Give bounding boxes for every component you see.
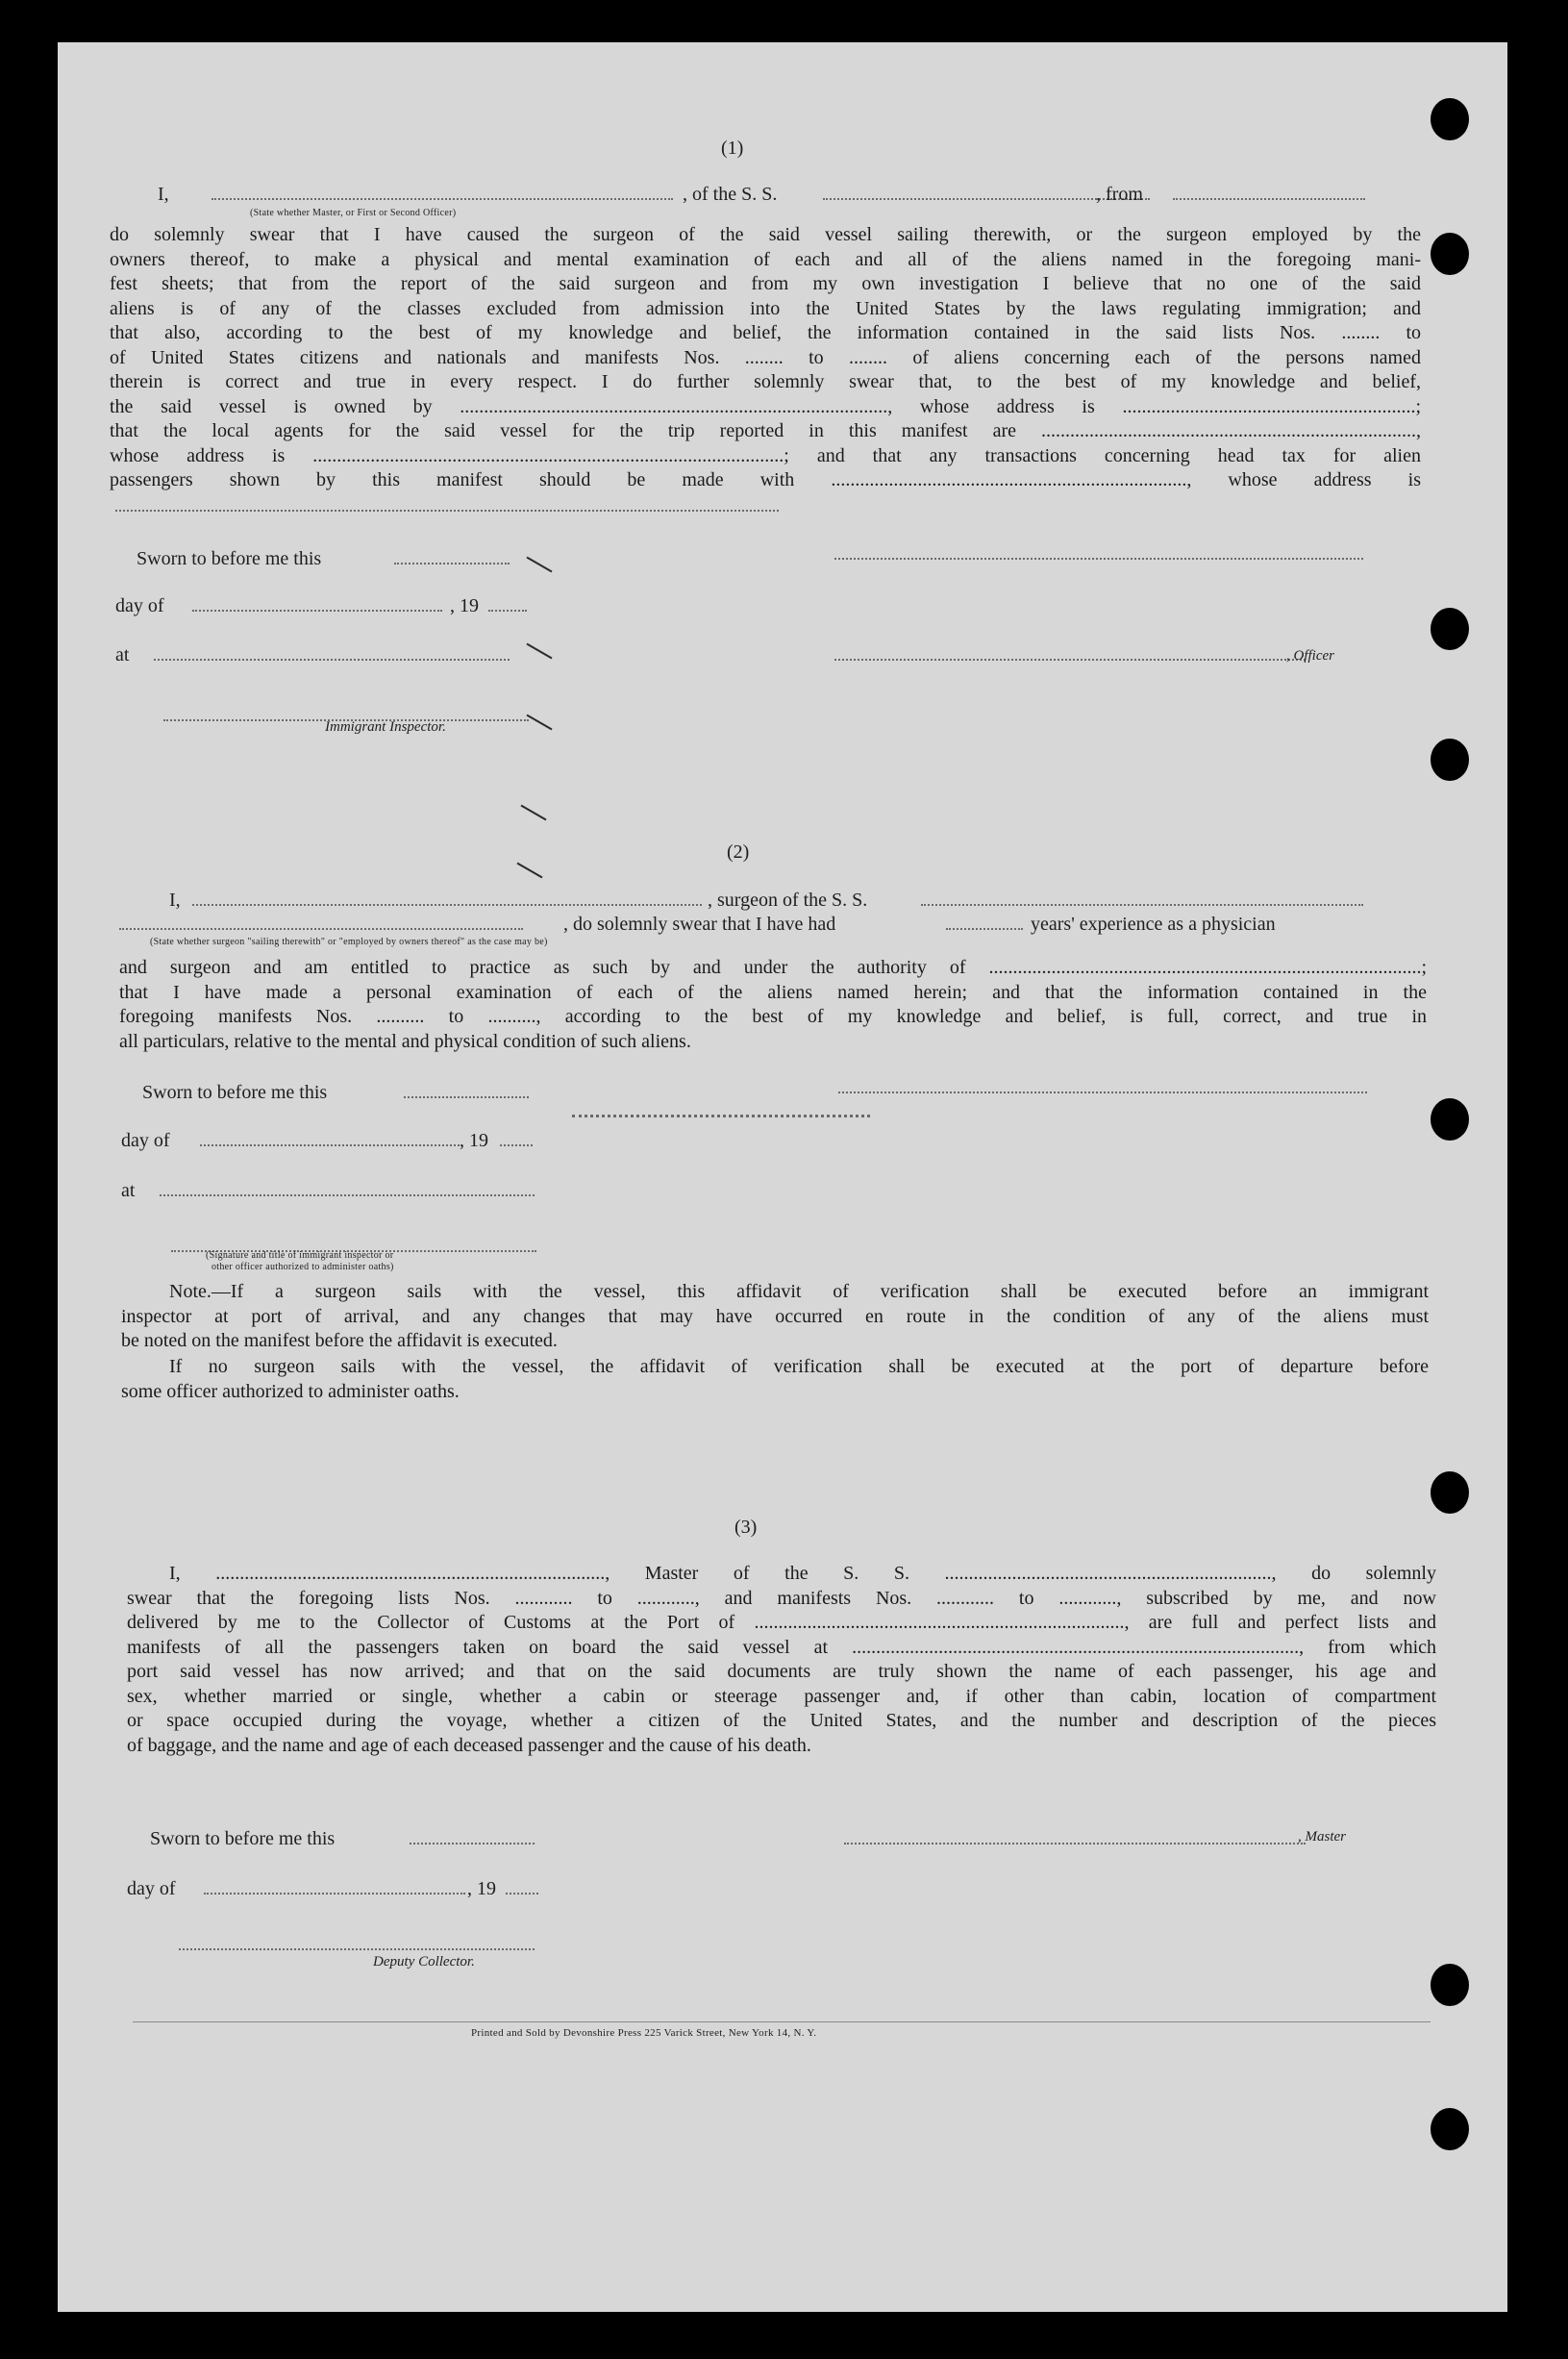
section-2-year: , 19 [460,1130,488,1151]
check-mark [517,863,543,879]
section-2-line: and surgeon and am entitled to practice as such by and under the authority of ..........................................................................................; [119,957,1427,978]
section-1-line: fest sheets; that from the report of the said surgeon and from my own investigation I believe that no one of the said [110,273,1421,294]
section-2-sworn-field[interactable] [404,1081,529,1104]
section-1-at: at [115,644,130,665]
punch-hole [1431,98,1469,140]
section-3-sworn: Sworn to before me this [150,1828,336,1849]
section-3-master-sign-field[interactable] [844,1827,1306,1850]
section-1-line: do solemnly swear that I have caused the surgeon of the said vessel sailing therewith, or the surgeon employed by the [110,224,1421,245]
section-1-sworn-field[interactable] [394,547,510,570]
section-2-line: all particulars, relative to the mental and physical condition of such aliens. [119,1030,691,1052]
section-1-line-i: I, [158,184,169,205]
section-3-year-field[interactable] [506,1877,538,1900]
section-3-line: of baggage, and the name and age of each deceased passenger and the cause of his death. [127,1734,811,1756]
footer-printer: Printed and Sold by Devonshire Press 225 Varick Street, New York 14, N. Y. [471,2027,817,2039]
section-3-paragraph [127,1562,1436,1758]
section-2-sig-hint-1: (Signature and title of immigrant inspector or [206,1250,394,1261]
section-1-signature-field[interactable] [834,542,1363,565]
section-3-line: swear that the foregoing lists Nos. ............ to ............, and manifests Nos. ............ to ............, subscribed by me, and now [127,1587,1436,1609]
section-1-day-of: day of [115,595,164,616]
section-1-line: of United States citizens and nationals and manifests Nos. ........ to ........ of aliens concerning each of the persons named [110,346,1421,368]
section-1-number: (1) [721,138,744,159]
check-mark [527,643,553,660]
section-1-line: that also, according to the best of my knowledge and belief, the information contained in the said lists Nos. ........ to [110,322,1421,343]
section-2-year-field[interactable] [500,1129,533,1152]
section-3-collector-sign-field[interactable] [179,1933,535,1956]
section-3-line: I, ................................................................................., Master of the S. S. ...................................................................., do solemnly [169,1563,1436,1584]
check-mark [521,805,547,821]
section-2-sworn: Sworn to before me this [142,1082,328,1103]
check-mark [527,715,553,731]
section-1-officer-field[interactable] [212,183,673,206]
section-3-day-field[interactable] [204,1877,465,1900]
section-2-note [121,1280,1429,1354]
section-1-sworn: Sworn to before me this [137,548,322,569]
section-3-master-label: , Master [1298,1829,1346,1845]
section-2-note-line: Note.—If a surgeon sails with the vessel, this affidavit of verification shall be executed before an immigrant [169,1281,1429,1302]
punch-hole [1431,739,1469,781]
section-2-line2-field[interactable] [119,913,523,936]
section-3-year: , 19 [467,1878,496,1899]
section-1-immigrant-inspector: Immigrant Inspector. [325,719,446,735]
section-2-line-i: I, [169,890,181,911]
check-mark [527,557,553,573]
section-3-number: (3) [734,1517,758,1538]
punch-hole [1431,608,1469,650]
section-1-at-field[interactable] [154,643,510,666]
section-1-line: passengers shown by this manifest should be made with .........................................................................., whose address is [110,469,1421,490]
section-1-line: the said vessel is owned by ........................................................................................., whose address is .............................................................; [110,395,1421,417]
section-3-line: port said vessel has now arrived; and that on the said documents are truly shown the name of each passenger, his age and [127,1661,1436,1682]
section-2-sig-hint-2: other officer authorized to administer oaths) [212,1262,394,1272]
section-2-day-of: day of [121,1130,170,1151]
section-2-note-line: inspector at port of arrival, and any changes that may have occurred en route in the condition of any of the aliens must [121,1305,1429,1327]
section-2-swear: , do solemnly swear that I have had [563,914,836,935]
punch-hole [1431,233,1469,275]
section-2-note-line: be noted on the manifest before the affidavit is executed. [121,1330,558,1351]
section-1-from-field[interactable] [1173,183,1365,206]
section-1-year: , 19 [450,595,479,616]
section-2-note2 [121,1355,1429,1404]
footer-divider [133,2021,1431,2022]
section-1-from: , from [1096,184,1143,205]
section-2-surgeon-hint: (State whether surgeon "sailing therewith" or "employed by owners thereof" as the case may be) [150,937,548,947]
section-3-line: delivered by me to the Collector of Customs at the Port of ............................................................................., are full and perfect lists and [127,1612,1436,1633]
section-1-line: aliens is of any of the classes excluded from admission into the United States by the laws regulating immigration; and [110,297,1421,319]
section-1-officer-label: , Officer [1286,648,1334,664]
section-1-year-field[interactable] [488,594,527,617]
section-2-dotted-mark [572,1100,870,1123]
section-2-name-field[interactable] [192,889,702,912]
section-3-deputy-collector: Deputy Collector. [373,1954,475,1970]
section-1-line: that the local agents for the said vessel for the trip reported in this manifest are .............................................................................., [110,420,1421,441]
section-1-officer-hint: (State whether Master, or First or Second Officer) [250,208,457,218]
section-1-officer-sign-field[interactable] [834,643,1306,666]
section-3-day-of: day of [127,1878,176,1899]
section-1-of-ss: , of the S. S. [683,184,778,205]
section-3-sworn-field[interactable] [410,1827,535,1850]
section-2-at: at [121,1180,136,1201]
section-2-at-field[interactable] [160,1179,535,1202]
punch-hole [1431,1098,1469,1141]
section-1-line: therein is correct and true in every respect. I do further solemnly swear that, to the best of my knowledge and belief, [110,371,1421,392]
section-3-line: or space occupied during the voyage, whether a citizen of the United States, and the number and description of the pieces [127,1710,1436,1731]
section-1-line: whose address is ..................................................................................................; and that any transactions concerning head tax for alien [110,444,1421,466]
section-2-line: foregoing manifests Nos. .......... to .........., according to the best of my knowledge and belief, is full, correct, and true in [119,1006,1427,1027]
section-2-ship-field[interactable] [921,889,1363,912]
punch-hole [1431,2108,1469,2150]
form-sheet [58,42,1507,2312]
section-1-line: owners thereof, to make a physical and mental examination of each and all of the aliens named in the foregoing mani- [110,248,1421,270]
punch-hole [1431,1471,1469,1514]
section-3-line: sex, whether married or single, whether a cabin or steerage passenger and, if other than cabin, location of compartment [127,1685,1436,1707]
section-2-paragraph [119,956,1427,1054]
section-1-continuation-field[interactable] [115,494,779,517]
section-2-surgeon-of: , surgeon of the S. S. [708,890,868,911]
section-2-line: that I have made a personal examination of each of the aliens named herein; and that the information contained in the [119,981,1427,1003]
section-2-years-field[interactable] [946,913,1023,936]
section-1-paragraph [110,223,1421,493]
section-2-note2-line: some officer authorized to administer oaths. [121,1380,460,1402]
section-2-note2-line: If no surgeon sails with the vessel, the affidavit of verification shall be executed at the port of departure before [169,1356,1429,1377]
section-2-day-field[interactable] [200,1129,460,1152]
section-3-line: manifests of all the passengers taken on board the said vessel at ............................................................................................., from which [127,1636,1436,1658]
section-2-number: (2) [727,841,750,863]
section-2-years-experience: years' experience as a physician [1031,914,1276,935]
section-2-signature-field[interactable] [838,1076,1367,1099]
section-1-day-field[interactable] [192,594,442,617]
punch-hole [1431,1964,1469,2006]
